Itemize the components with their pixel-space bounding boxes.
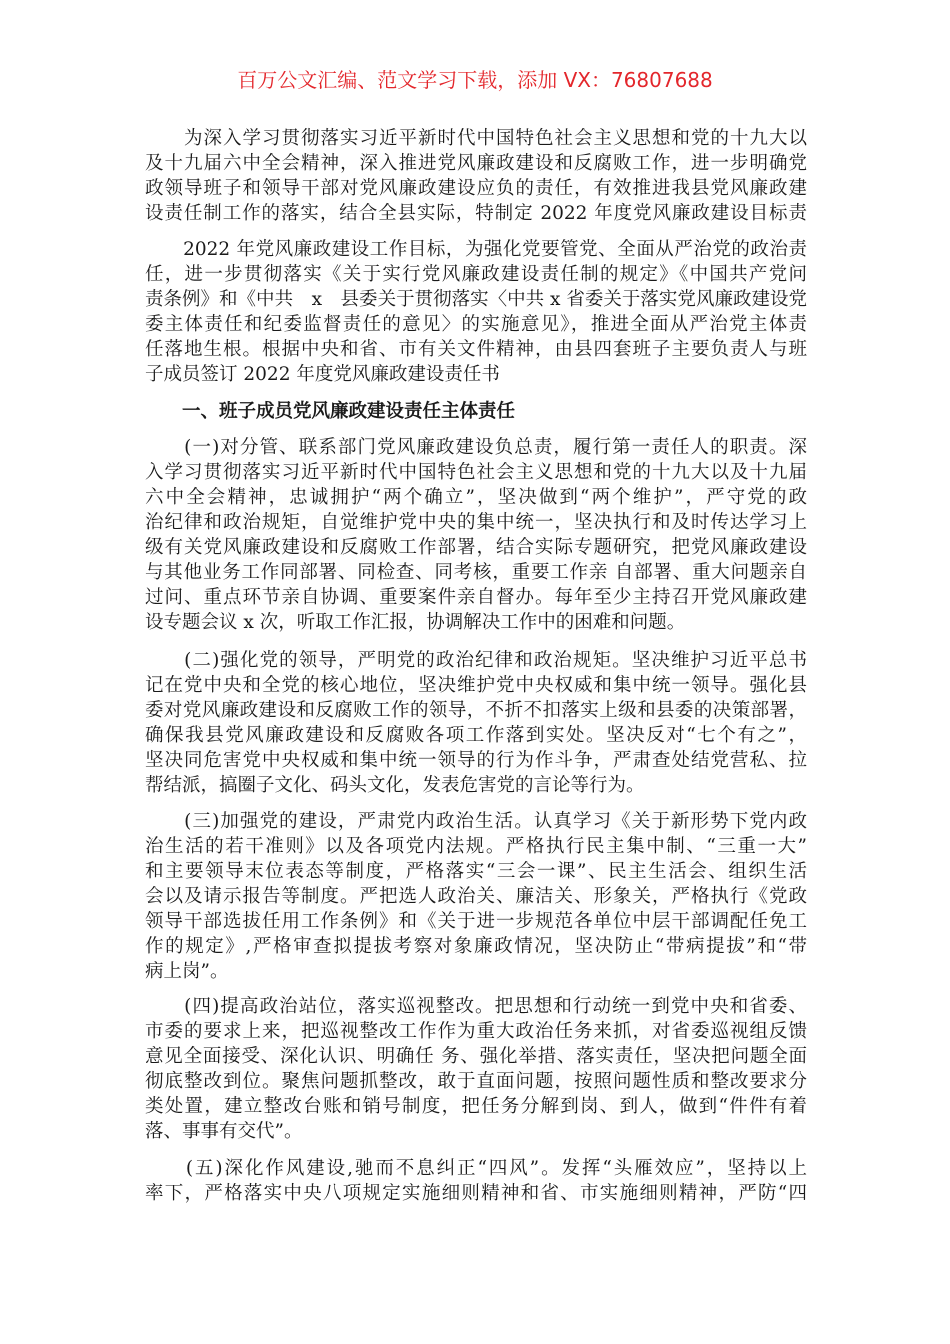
text-line: (五)深化作风建设,驰而不息纠正“四风”。发挥“头雁效应”，坚持以上 [145, 1158, 807, 1179]
text-line: 和主要领导末位表态等制度，严格落实“三会一课”、民主生活会、组织生活 [145, 861, 807, 882]
text-line: (三)加强党的建设，严肃党内政治生活。认真学习《关于新形势下党内政 [145, 811, 807, 832]
text-line: 治纪律和政治规矩，自觉维护党中央的集中统一，坚决执行和及时传达学习上 [145, 512, 807, 533]
text-line: 政领导班子和领导干部对党风廉政建设应负的责任，有效推进我县党风廉政建 [145, 178, 807, 199]
text-line: 记在党中央和全党的核心地位，坚决维护党中央权威和集中统一领导。强化县 [145, 675, 807, 696]
text-line: 作的规定》,严格审查拟提拔考察对象廉政情况，坚决防止“带病提拔”和“带 [145, 936, 807, 957]
text-line: 病上岗”。 [145, 961, 229, 982]
text-line: 市委的要求上来，把巡视整改工作作为重大政治任务来抓，对省委巡视组反馈 [145, 1021, 807, 1042]
text-line: 2022 年党风廉政建设工作目标，为强化党要管党、全面从严治党的政治责 [145, 239, 807, 260]
paragraph [145, 994, 807, 1144]
text-line: 确保我县党风廉政建设和反腐败各项工作落到实处。坚决反对“七个有之”， [145, 725, 807, 746]
text-line: 领导干部选拔任用工作条例》和《关于进一步规范各单位中层干部调配任免工 [145, 911, 807, 932]
paragraph [145, 126, 807, 226]
text-line: 率下，严格落实中央八项规定实施细则精神和省、市实施细则精神，严防“四 [145, 1183, 807, 1204]
text-line: 委主体责任和纪委监督责任的意见〉的实施意见》，推进全面从严治党主体责 [145, 314, 807, 335]
text-line: 治生活的若干准则》以及各项党内法规。严格执行民主集中制、“三重一大” [145, 836, 807, 857]
text-line: 设专题会议 x 次，听取工作汇报，协调解决工作中的困难和问题。 [145, 612, 686, 633]
text-line: (一)对分管、联系部门党风廉政建设负总责，履行第一责任人的职责。深 [145, 437, 807, 458]
paragraph [145, 1156, 807, 1206]
text-line: 坚决同危害党中央权威和集中统一领导的行为作斗争，严肃查处结党营私、拉 [145, 750, 807, 771]
text-line: 帮结派，搞圈子文化、码头文化，发表危害党的言论等行为。 [145, 775, 645, 796]
section-heading [145, 399, 807, 424]
text-line: 入学习贯彻落实习近平新时代中国特色社会主义思想和党的十九大以及十九届 [145, 462, 807, 483]
text-line: 及十九届六中全会精神，深入推进党风廉政建设和反腐败工作，进一步明确党 [145, 153, 807, 174]
paragraph [145, 809, 807, 984]
paragraph [145, 435, 807, 635]
text-line: 会以及请示报告等制度。严把选人政治关、廉洁关、形象关，严格执行《党政 [145, 886, 807, 907]
text-line: 为深入学习贯彻落实习近平新时代中国特色社会主义思想和党的十九大以 [145, 128, 807, 149]
text-line: 级有关党风廉政建设和反腐败工作部署，结合实际专题研究，把党风廉政建设 [145, 537, 807, 558]
text-line: 意见全面接受、深化认识、明确任 务、强化举措、落实责任，坚决把问题全面 [145, 1046, 807, 1067]
text-line: 落、事事有交代”。 [145, 1121, 303, 1142]
paragraph [145, 648, 807, 798]
text-line: 六中全会精神，忠诚拥护“两个确立”，坚决做到“两个维护”，严守党的政 [145, 487, 807, 508]
text-line: 一、班子成员党风廉政建设责任主体责任 [145, 401, 516, 422]
text-line: 子成员签订 2022 年度党风廉政建设责任书 [145, 364, 500, 385]
paragraph [145, 237, 807, 387]
text-line: 任，进一步贯彻落实《关于实行党风廉政建设责任制的规定》《中国共产党问 [145, 264, 807, 285]
text-line: 责条例》和《中共 x 县委关于贯彻落实〈中共 x 省委关于落实党风廉政建设党 [145, 289, 807, 310]
text-line: 彻底整改到位。聚焦问题抓整改，敢于直面问题，按照问题性质和整改要求分 [145, 1071, 807, 1092]
text-line: 类处置，建立整改台账和销号制度，把任务分解到岗、到人，做到“件件有着 [145, 1096, 807, 1117]
text-line: 委对党风廉政建设和反腐败工作的领导，不折不扣落实上级和县委的决策部署， [145, 700, 807, 721]
download-banner: 百万公文汇编、范文学习下载，添加 VX：76807688 [237, 68, 713, 92]
text-line: 任落地生根。根据中央和省、市有关文件精神，由县四套班子主要负责人与班 [145, 339, 807, 360]
text-line: (四)提高政治站位，落实巡视整改。把思想和行动统一到党中央和省委、 [145, 996, 807, 1017]
text-line: 设责任制工作的落实，结合全县实际，特制定 2022 年度党风廉政建设目标责 [145, 203, 807, 224]
text-line: 过问、重点环节亲自协调、重要案件亲自督办。每年至少主持召开党风廉政建 [145, 587, 807, 608]
text-line: 与其他业务工作同部署、同检查、同考核，重要工作亲 自部署、重大问题亲自 [145, 562, 807, 583]
text-line: (二)强化党的领导，严明党的政治纪律和政治规矩。坚决维护习近平总书 [145, 650, 807, 671]
